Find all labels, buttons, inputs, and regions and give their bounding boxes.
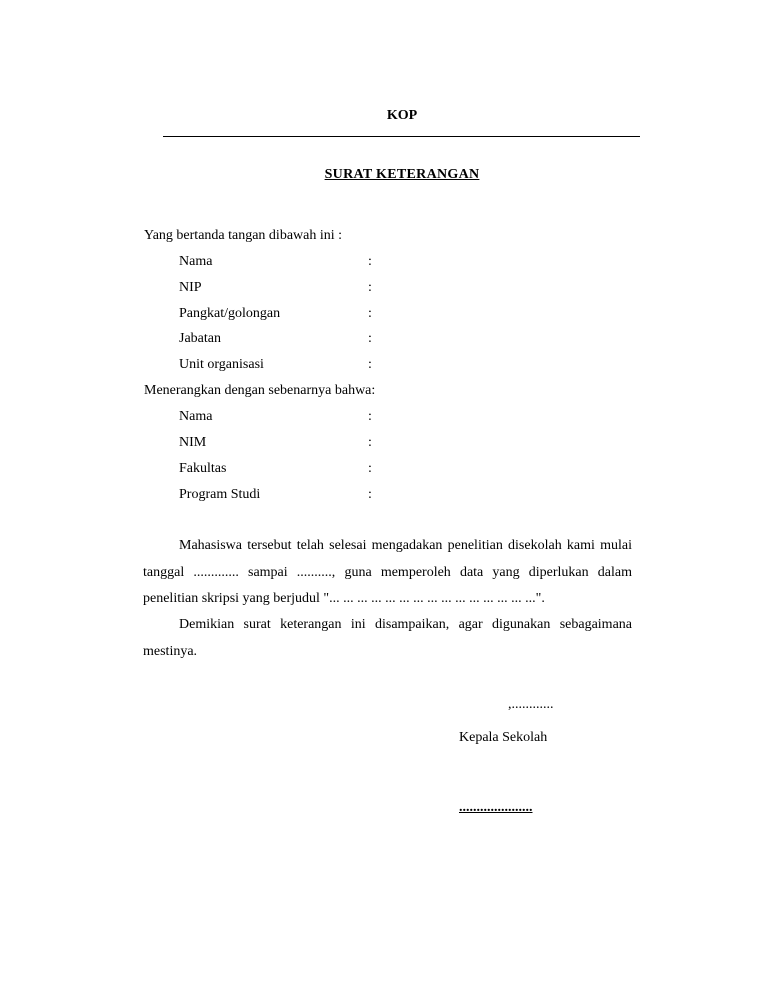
student-field-label-prodi: Program Studi <box>179 487 261 502</box>
signer-field-label-unit: Unit organisasi <box>179 357 264 372</box>
body-paragraph-research: Mahasiswa tersebut telah selesai mengadakan penelitian disekolah kami mulai tanggal ............. sampai .........., guna memperoleh data yang diperlukan dalam penelitian skripsi yang berjudul "... ... ... ... ... ... ... ... ... ... ... ... ... ... ...". <box>143 538 632 606</box>
letterhead-kop: KOP <box>386 108 418 123</box>
letterhead-divider <box>163 136 640 137</box>
signer-field-colon: : <box>368 254 372 269</box>
signature-position: Kepala Sekolah <box>459 730 548 745</box>
signer-field-label-jabatan: Jabatan <box>179 331 221 346</box>
signer-field-colon: : <box>368 331 372 346</box>
signer-field-colon: : <box>368 306 372 321</box>
student-field-label-fakultas: Fakultas <box>179 461 227 476</box>
student-field-label-nim: NIM <box>179 435 207 450</box>
document-title: SURAT KETERANGAN <box>324 167 480 182</box>
student-field-colon: : <box>368 487 372 502</box>
student-field-colon: : <box>368 461 372 476</box>
signer-field-label-nip: NIP <box>179 280 202 295</box>
signer-field-label-pangkat: Pangkat/golongan <box>179 306 281 321</box>
student-intro: Menerangkan dengan sebenarnya bahwa: <box>144 383 376 398</box>
student-field-label-nama: Nama <box>179 409 213 424</box>
signature-place-date: ,............ <box>508 697 554 712</box>
student-field-colon: : <box>368 409 372 424</box>
signer-field-colon: : <box>368 280 372 295</box>
student-field-colon: : <box>368 435 372 450</box>
signature-name-line: ..................... <box>459 800 533 815</box>
body-paragraph-closing: Demikian surat keterangan ini disampaikan, agar digunakan sebagaimana mestinya. <box>143 617 632 659</box>
signer-field-colon: : <box>368 357 372 372</box>
signer-field-label-nama: Nama <box>179 254 213 269</box>
signer-intro: Yang bertanda tangan dibawah ini : <box>144 228 343 243</box>
